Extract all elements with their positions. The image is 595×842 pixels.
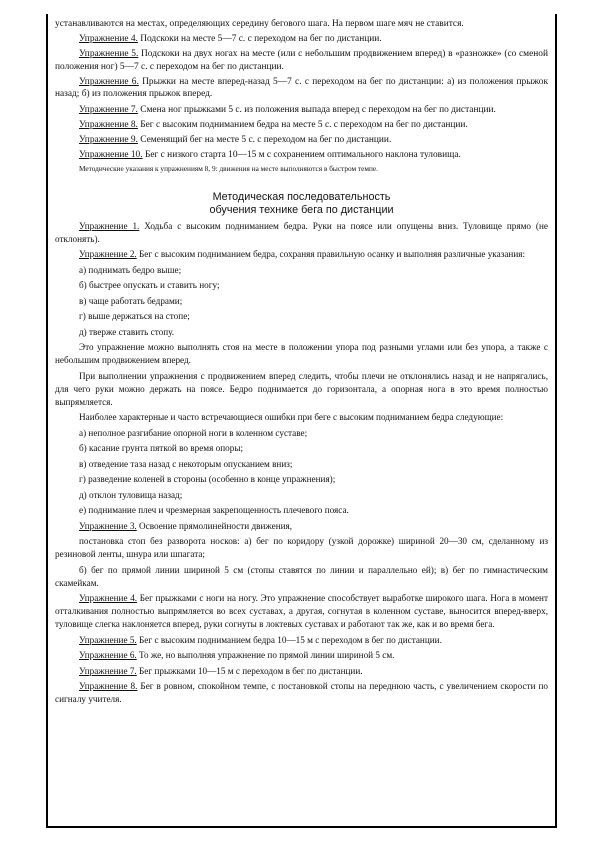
exercise-10 [55, 149, 548, 162]
exercise-text: Подскоки на двух ногах на месте (или с небольшим продвижением вперед) в «разножке» (со сменой положения ног) 5—7 с. с переходом на бег по дистанции. [55, 49, 548, 72]
exercise-text: Подскоки на месте 5—7 с. с переходом на бег по дистанции. [137, 34, 382, 45]
list-item: г) разведение коленей в стороны (особенно в конце упражнения); [79, 474, 336, 485]
exercise-text: Бег с высоким подниманием бедра, сохраняя правильную осанку и выполняя различные указания: [136, 249, 526, 260]
exercise-label: Упражнение 3. [79, 520, 137, 531]
exercise-label: Упражнение 2. [79, 249, 137, 260]
methodical-note: Методические указания к упражнениям 8, 9: движения на месте выполняются в быстром темпе. [79, 163, 378, 173]
document-page [46, 14, 557, 828]
exercise-text: То же, но выполняя упражнение по прямой линии шириной 5 см. [136, 650, 395, 661]
exercise-label: Упражнение 10. [79, 149, 143, 160]
section-speed-exercises [55, 18, 548, 174]
exercise-text: Освоение прямолинейности движения, [136, 520, 293, 531]
exercise-4 [55, 592, 548, 631]
exercise-label: Упражнение 7. [79, 104, 138, 115]
exercise-label: Упражнение 8. [79, 119, 138, 130]
exercise-label: Упражнение 9. [79, 134, 138, 145]
exercise-label: Упражнение 7. [79, 665, 137, 676]
exercise-label: Упражнение 5. [79, 49, 139, 60]
list-item: а) неполное разгибание опорной ноги в коленном суставе; [79, 427, 308, 438]
exercise-text: Бег прыжками 10—15 м с переходом в бег по дистанции. [136, 665, 363, 676]
list-item: в) отведение таза назад с некоторым опусканием вниз; [79, 458, 293, 469]
heading-line-1: Методическая последовательность [212, 190, 391, 203]
exercise-9 [55, 134, 548, 147]
exercise-text: Бег с низкого старта 10—15 м с сохранением оптимального наклона туловища. [142, 149, 461, 160]
exercise-label: Упражнение 6. [79, 650, 137, 661]
list-item: д) отклон туловища назад; [79, 489, 183, 500]
exercise-label: Упражнение 4. [79, 34, 138, 45]
exercise-text: Бег в ровном, спокойном темпе, с постановкой стопы на переднюю часть, с увеличением скорости по сигналу учителя. [55, 681, 548, 705]
exercise-3-part-b: б) бег по прямой линии шириной 5 см (стопы ставятся по линии и параллельно ей); в) бег по гимнастическим скамейкам. [55, 564, 548, 588]
list-item: а) поднимать бедро выше; [79, 264, 182, 275]
list-item: в) чаще работать бедрами; [79, 295, 183, 306]
exercise-3 [55, 520, 548, 533]
exercise-1 [55, 220, 548, 246]
continuation-paragraph: устанавливаются на местах, определяющих середину бегового шага. На первом шаге мяч не ставится. [55, 19, 464, 29]
exercise-6 [55, 76, 548, 101]
section-heading [55, 191, 548, 217]
exercise-2 [55, 248, 548, 261]
list-item: б) касание грунта пяткой во время опоры; [79, 443, 244, 454]
exercise-text: Прыжки на месте вперед-назад 5—7 с. с переходом на бег по дистанции: а) из положения прыжок назад; б) из положения прыжок вперед. [55, 76, 548, 100]
exercise-label: Упражнение 5. [79, 634, 137, 645]
list-item: г) выше держаться на стопе; [79, 311, 190, 322]
heading-line-2: обучения технике бега по дистанции [209, 203, 394, 216]
exercise-label: Упражнение 4. [79, 593, 138, 604]
exercise-5 [55, 634, 548, 647]
exercise-label: Упражнение 1. [79, 220, 140, 231]
section-running-technique [55, 220, 548, 707]
exercise-text: Смена ног прыжками 5 с. из положения выпада вперед с переходом на бег по дистанции. [137, 104, 496, 115]
list-item: д) тверже ставить стопу. [79, 326, 175, 337]
errors-intro: Наиболее характерные и часто встречающиеся ошибки при беге с высоким подниманием бедра следующие: [79, 412, 504, 423]
exercise-text: Ходьба с высоким подниманием бедра. Руки на поясе или опущены вниз. Туловище прямо (не отклонять). [55, 220, 548, 244]
list-item: е) поднимание плеч и чрезмерная закрепощенность плечевого пояса. [79, 505, 349, 516]
shoulders-paragraph: При выполнении упражнения с продвижением вперед следить, чтобы плечи не отклонялись назад и не напрягались, для чего руки можно держать на поясе. Бедро поднимается до горизонтала, а опорная нога в это время полностью выпрямляется. [55, 370, 548, 407]
exercise-text: Бег прыжками с ноги на ногу. Это упражнение способствует выработке широкого шага. Нога в момент отталкивания полностью выпрямляется во всех суставах, а другая, согнутая в коленном суставе, выносится вперед-вверх, туловище слегка наклоняется вперед, руки согнуты в локтевых суставах и работают так же, как и во время бега. [55, 593, 548, 630]
exercise-label: Упражнение 8. [79, 681, 138, 692]
exercise-7 [55, 104, 548, 117]
exercise-8 [55, 119, 548, 132]
exercise-5 [55, 48, 548, 73]
exercise-text: Бег с высоким подниманием бедра 10—15 м с переходом в бег по дистанции. [136, 634, 442, 645]
exercise-4 [55, 33, 548, 46]
support-paragraph: Это упражнение можно выполнять стоя на месте в положении упора под разными углами или без упора, а также с небольшим продвижением вперед. [55, 342, 548, 366]
list-item: б) быстрее опускать и ставить ногу; [79, 280, 220, 291]
exercise-text: Семенящий бег на месте 5 с. с переходом на бег по дистанции. [137, 134, 392, 145]
exercise-3-part-a: постановка стоп без разворота носков: а) бег по коридору (узкой дорожке) шириной 20—30 см, сделанному из резиновой ленты, шнура или шпагата; [55, 536, 548, 560]
exercise-8 [55, 680, 548, 706]
exercise-label: Упражнение 6. [79, 76, 139, 87]
exercise-text: Бег с высоким подниманием бедра на месте 5 с. с переходом на бег по дистанции. [137, 119, 468, 130]
exercise-6 [55, 649, 548, 662]
exercise-7 [55, 665, 548, 678]
